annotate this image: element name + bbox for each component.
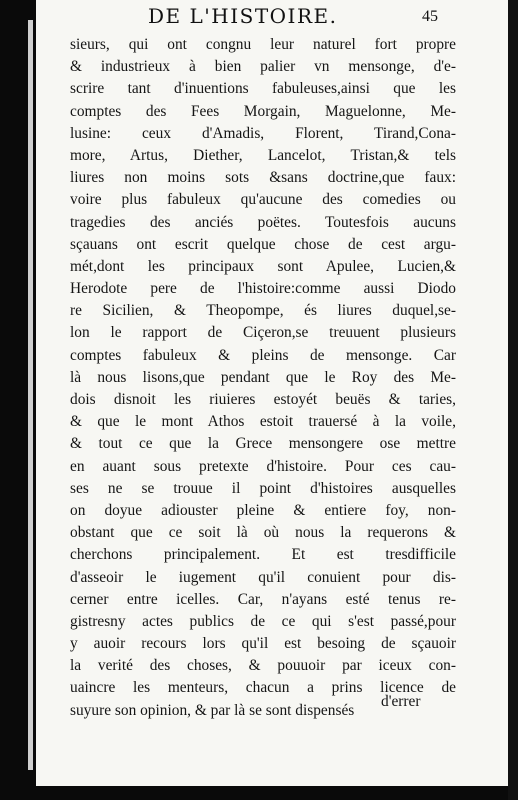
text-line: re Sicilien, & Theopompe, és liures duquel,se-: [70, 302, 456, 320]
text-line: comptes fabuleux & pleins de mensonge. Car: [70, 346, 456, 364]
text-line: uaincre les menteurs, chacun a prins licence de: [70, 679, 456, 697]
body-text: [70, 34, 456, 722]
page-number: 45: [422, 8, 438, 25]
text-line: obstant que ce soit là où nous la requerons &: [70, 524, 456, 542]
text-line: liures non moins sots &sans doctrine,que faux:: [70, 169, 456, 187]
catchword: d'errer: [381, 693, 421, 710]
text-line: cerner entre icelles. Car, n'ayans esté tenus re-: [70, 590, 456, 608]
text-line: tragedies des anciés poëtes. Toutesfois aucuns: [70, 213, 456, 231]
text-line: cherchons principalement. Et est tresdifficile: [70, 546, 456, 564]
text-line: & industrieux à bien palier vn mensonge, d'e-: [70, 58, 456, 76]
text-line: & tout ce que la Grece mensongere ose mettre: [70, 435, 456, 453]
text-line: & que le mont Athos estoit trauersé à la voile,: [70, 413, 456, 431]
book-page: [36, 0, 508, 786]
running-title: DE L'HISTOIRE.: [148, 4, 338, 28]
text-line: ses ne se trouue il point d'histoires ausquelles: [70, 479, 456, 497]
text-line: d'asseoir le iugement qu'il conuient pour dis-: [70, 568, 456, 586]
text-line: sçauans ont escrit quelque chose de cest argu-: [70, 235, 456, 253]
text-line: voire plus fabuleux qu'aucune des comedies ou: [70, 191, 456, 209]
page-edge-right: [508, 0, 518, 800]
text-line: sieurs, qui ont congnu leur naturel fort propre: [70, 36, 456, 53]
text-line: lusine: ceux d'Amadis, Florent, Tirand,Cona-: [70, 124, 456, 142]
text-line: comptes des Fees Morgain, Maguelonne, Me-: [70, 102, 456, 120]
text-line: suyure son opinion, & par là se sont dispensés: [70, 701, 355, 719]
text-line: lon le rapport de Ciçeron,se treuuent plusieurs: [70, 324, 456, 342]
text-line: la verité des choses, & pouuoir par iceux con-: [70, 657, 456, 675]
text-line: gistresny actes publics de ce qui s'est passé,pour: [70, 612, 456, 630]
text-line: en auant sous pretexte d'histoire. Pour ces cau-: [70, 457, 456, 475]
text-line: on doyue adiouster pleine & entiere foy, non-: [70, 501, 456, 519]
text-line: more, Artus, Diether, Lancelot, Tristan,& tels: [70, 146, 456, 164]
text-line: mét,dont les principaux sont Apulee, Lucien,&: [70, 257, 456, 275]
text-line: Herodote pere de l'histoire:comme aussi Diodo: [70, 280, 456, 298]
page-header: [36, 4, 508, 30]
text-line: scrire tant d'inuentions fabuleuses,ainsi que les: [70, 80, 456, 98]
text-line: là nous lisons,que pendant que le Roy des Me-: [70, 368, 456, 386]
text-line: y auoir recours lors qu'il est besoing de sçauoir: [70, 635, 456, 653]
page-edge-left: [28, 20, 33, 770]
text-line: dois disnoit les riuieres estoyét beuës & taries,: [70, 391, 456, 408]
